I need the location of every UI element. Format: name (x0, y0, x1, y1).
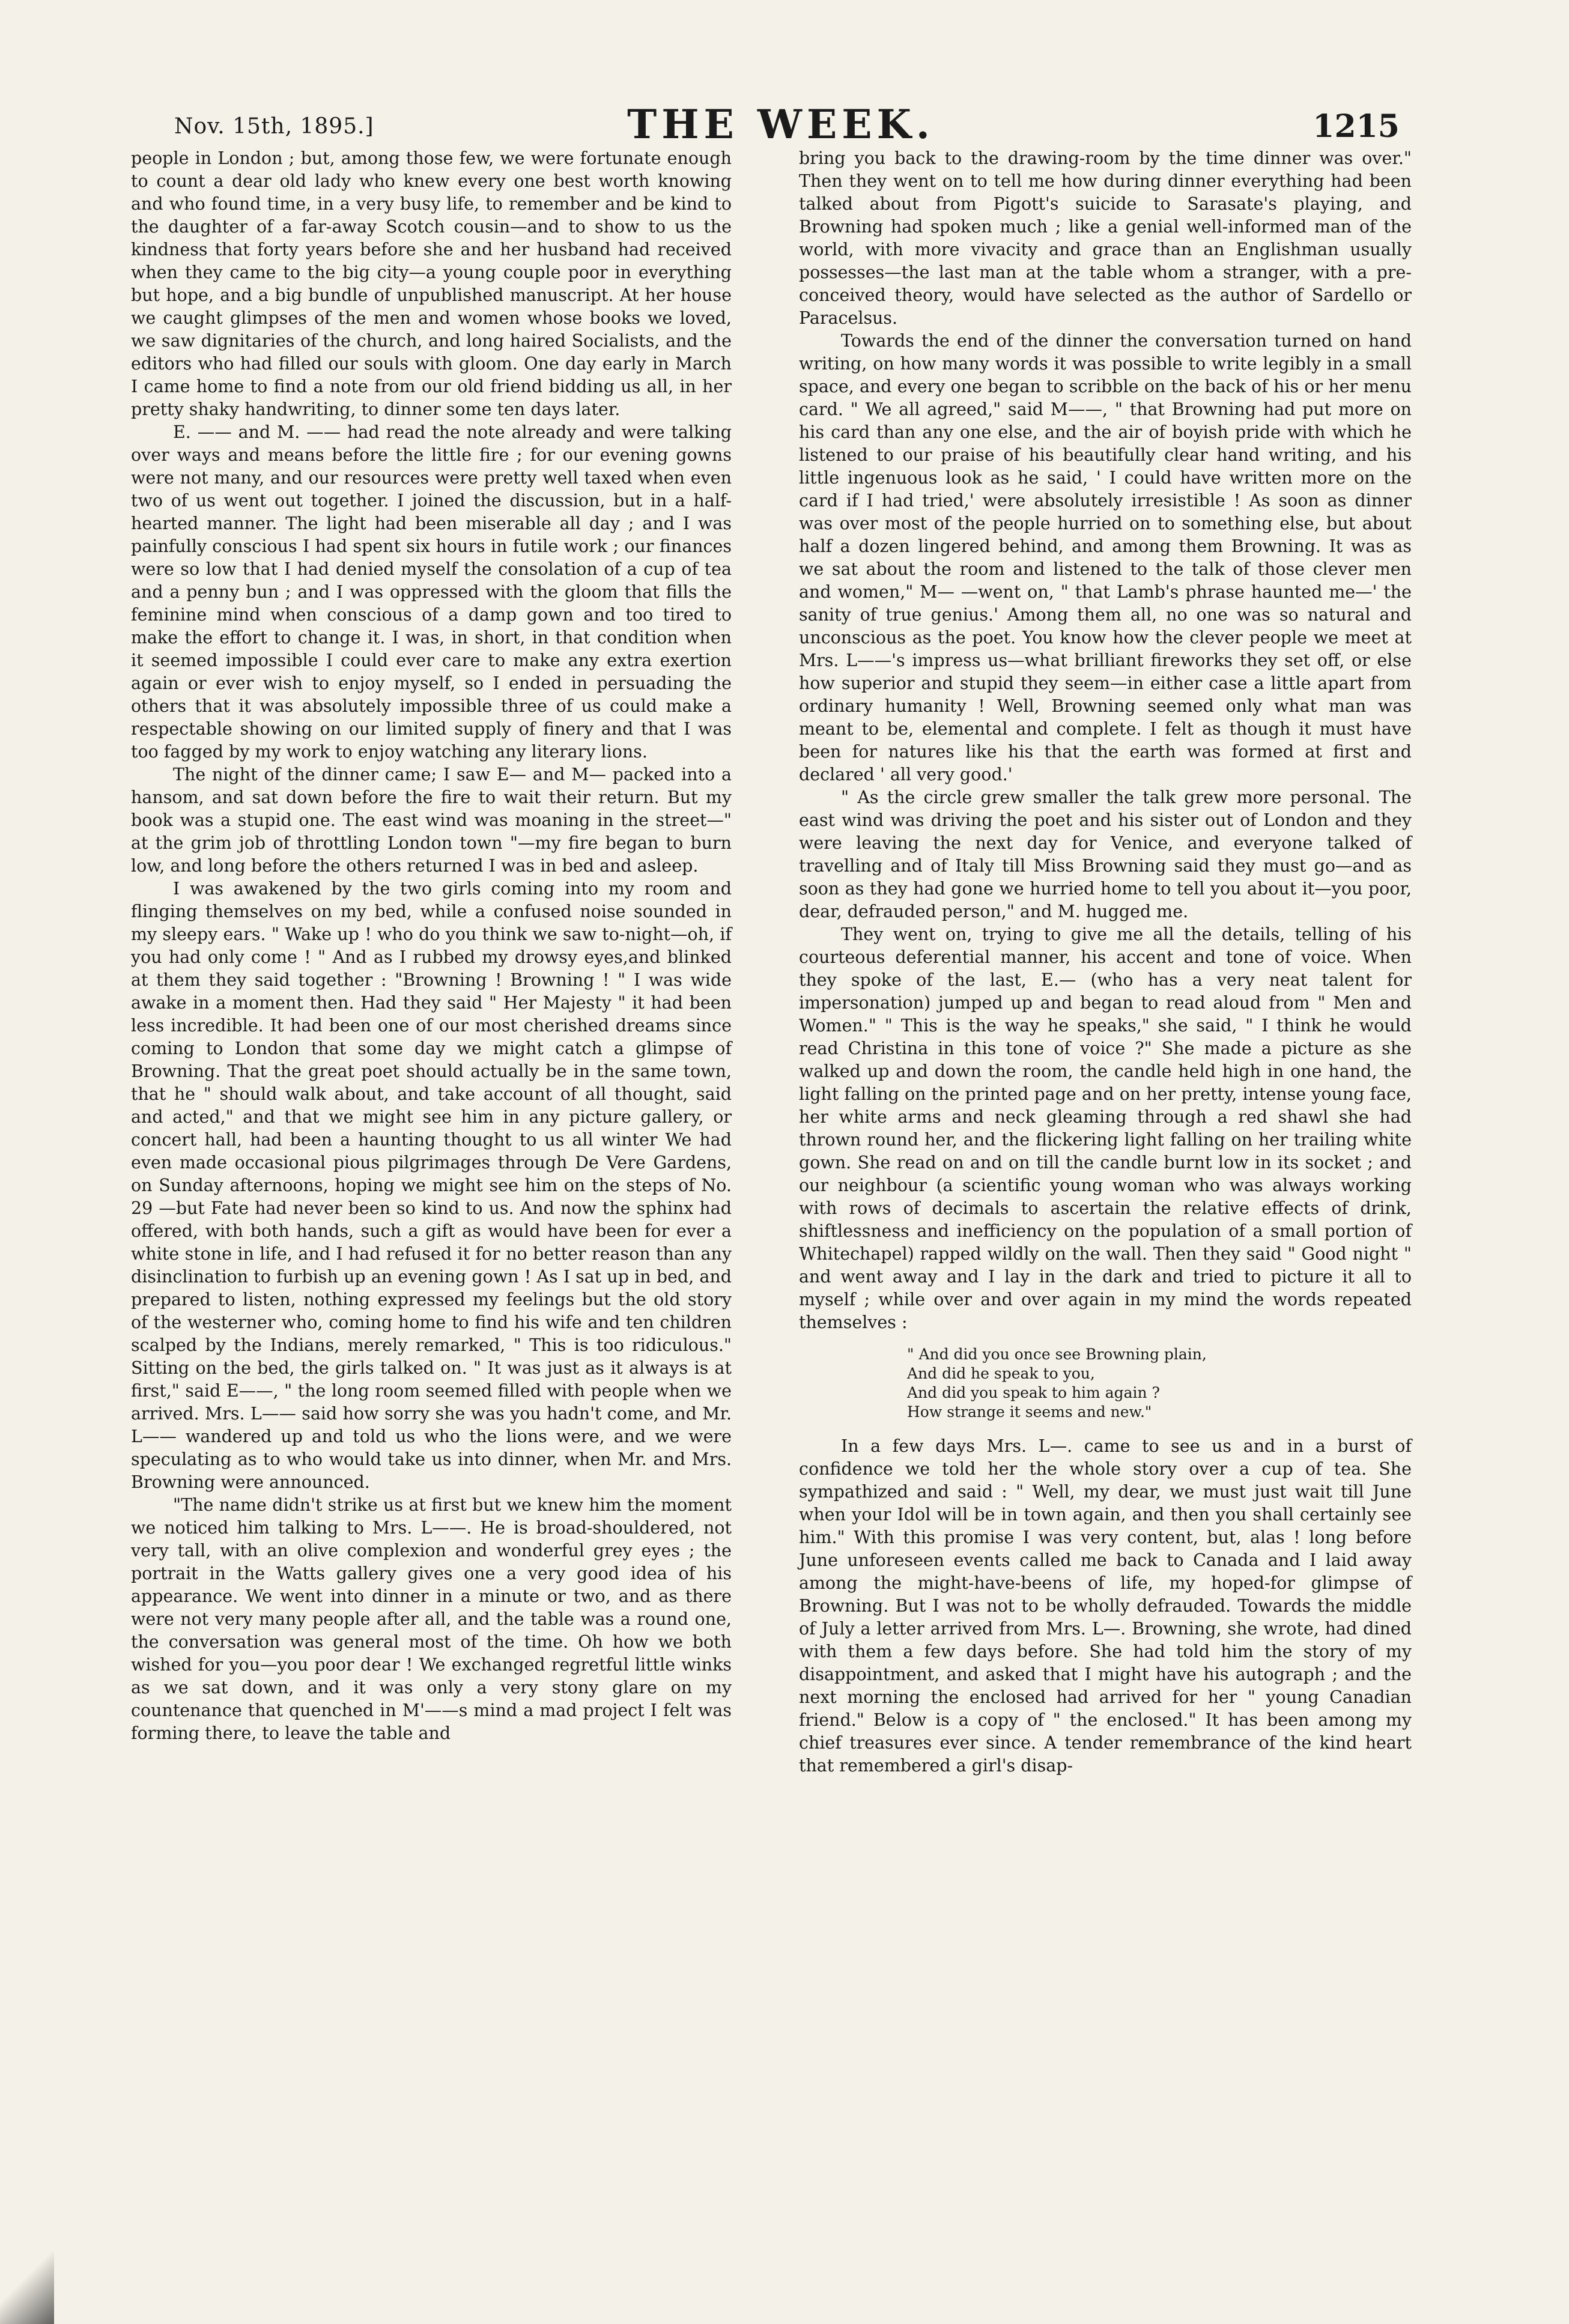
page-number: 1215 (1313, 108, 1400, 145)
page-corner-shadow (0, 2252, 54, 2324)
poem-line: How strange it seems and new." (907, 1403, 1152, 1421)
paragraph: people in London ; but, among those few, we were fortunate enough to count a dear old lady who knew every one best worth knowing and who found time, in a very busy life, to remember and be kind to the daughter of a far-away Scotch cousin—and to show to us the kindness that forty years before she and her husband had received when they came to the big city—a young couple poor in everything but hope, and a big bundle of unpublished manuscript. At her house we caught glimpses of the men and women whose books we loved, we saw dignitaries of the church, and long haired Socialists, and the editors who had filled our souls with gloom. One day early in March I came home to find a note from our old friend bidding us all, in her pretty shaky handwriting, to dinner some ten days later. (131, 148, 732, 419)
publication-title: THE WEEK. (627, 101, 935, 148)
paragraph: Towards the end of the dinner the conversation turned on hand writing, on how many words it was possible to write legibly in a small space, and every one began to scribble on the back of his or her menu card. " We all agreed," said M——, " that Browning had put more on his card than any one else, and the air of boyish pride with which he listened to our praise of his beautifully clear hand writing, and his little ingenuous look as he said, ' I could have written more on the card if I had tried,' were absolutely irresistible ! As soon as dinner was over most of the people hurried on to something else, but about half a dozen lingered behind, and among them Browning. It was as we sat about the room and listened to the talk of those clever men and women," M— —went on, " that Lamb's phrase haunted me—' the sanity of true genius.' Among them all, no one was so natural and unconscious as the poet. You know how the clever people we meet at Mrs. L——'s impress us—what brilliant fireworks they set off, or else how superior and stupid they seem—in either case a little apart from ordinary humanity ! Well, Browning seemed only what man was meant to be, elemental and complete. I felt as though it must have been for natures like his that the earth was formed at first and declared ' all very good.' (799, 331, 1412, 784)
paragraph: They went on, trying to give me all the details, telling of his courteous deferential manner, his accent and tone of voice. When they spoke of the last, E.— (who has a very neat talent for impersonation) jumped up and began to read aloud from " Men and Women." " This is the way he speaks," she said, " I think he would read Christina in this tone of voice ?" She made a picture as she walked up and down the room, the candle held high in one hand, the light falling on the printed page and on her pretty, intense young face, her white arms and neck gleaming through a red shawl she had thrown round her, and the flickering light falling on her trailing white gown. She read on and on till the candle burnt low in its socket ; and our neighbour (a scientific young woman who was always working with rows of decimals to ascertain the relative effects of drink, shiftlessness and inefficiency on the population of a small portion of Whitechapel) rapped wildly on the wall. Then they said " Good night " and went away and I lay in the dark and tried to picture it all to myself ; while over and over again in my mind the words repeated themselves : (799, 924, 1412, 1332)
page-header (150, 90, 1412, 156)
poem-quote (907, 1345, 1412, 1422)
poem-line: " And did you once see Browning plain, (907, 1346, 1207, 1363)
paragraph: In a few days Mrs. L—. came to see us and in a burst of confidence we told her the whole story over a cup of tea. She sympathized and said : " Well, my dear, we must just wait till June when your Idol will be in town again, and then you shall certainly see him." With this promise I was very content, but, alas ! long before June unforeseen events called me back to Canada and I laid away among the might-have-beens of life, my hoped-for glimpse of Browning. But I was not to be wholly defrauded. Towards the middle of July a letter arrived from Mrs. L—. Browning, she wrote, had dined with them a few days before. She had told him the story of my disappointment, and asked that I might have his autograph ; and the next morning the enclosed had arrived for her " young Canadian friend." Below is a copy of " the enclosed." It has been among my chief treasures ever since. A tender remembrance of the kind heart that remembered a girl's disap- (799, 1436, 1412, 1776)
paragraph: bring you back to the drawing-room by the time dinner was over." Then they went on to tell me how during dinner everything had been talked about from Pigott's suicide to Sarasate's playing, and Browning had spoken much ; like a genial well-informed man of the world, with more vivacity and grace than an Englishman usually possesses—the last man at the table whom a stranger, with a pre-conceived theory, would have selected as the author of Sardello or Paracelsus. (799, 148, 1412, 328)
paragraph: E. —— and M. —— had read the note already and were talking over ways and means before the little fire ; for our evening gowns were not many, and our resources were pretty well taxed when even two of us went out together. I joined the discussion, but in a half-hearted manner. The light had been miserable all day ; and I was painfully conscious I had spent six hours in futile work ; our finances were so low that I had denied myself the consolation of a cup of tea and a penny bun ; and I was oppressed with the gloom that fills the feminine mind when conscious of a damp gown and too tired to make the effort to change it. I was, in short, in that condition when it seemed impossible I could ever care to make any extra exertion again or ever wish to enjoy myself, so I ended in persuading the others that it was absolutely impossible three of us could make a respectable showing on our limited supply of finery and that I was too fagged by my work to enjoy watching any literary lions. (131, 422, 732, 762)
left-column (131, 147, 732, 1745)
paragraph: I was awakened by the two girls coming into my room and flinging themselves on my bed, while a confused noise sounded in my sleepy ears. " Wake up ! who do you think we saw to-night—oh, if you had only come ! " And as I rubbed my drowsy eyes,and blinked at them they said together : "Browning ! Browning ! " I was wide awake in a moment then. Had they said " Her Majesty " it had been less incredible. It had been one of our most cherished dreams since coming to London that some day we might catch a glimpse of Browning. That the great poet should actually be in the same town, that he " should walk about, and take account of all thought, said and acted," and that we might see him in any picture gallery, or concert hall, had been a haunting thought to us all winter We had even made occasional pious pilgrimages through De Vere Gardens, on Sunday afternoons, hoping we might see him on the steps of No. 29 —but Fate had never been so kind to us. And now the sphinx had offered, with both hands, such a gift as would have been for ever a white stone in life, and I had refused it for no better reason than any disinclination to furbish up an evening gown ! As I sat up in bed, and prepared to listen, nothing expressed my feelings but the old story of the westerner who, coming home to find his wife and ten children scalped by the Indians, merely remarked, " This is too ridiculous." Sitting on the bed, the girls talked on. " It was just as it always is at first," said E——, " the long room seemed filled with people when we arrived. Mrs. L—— said how sorry she was you hadn't come, and Mr. L—— wandered up and told us who the lions were, and we were speculating as to who would take us into dinner, when Mr. and Mrs. Browning were announced. (131, 879, 732, 1492)
poem-line: And did you speak to him again ? (907, 1384, 1160, 1401)
poem-line: And did he speak to you, (907, 1365, 1095, 1382)
paragraph: " As the circle grew smaller the talk grew more personal. The east wind was driving the poet and his sister out of London and they were leaving the next day for Venice, and everyone talked of travelling and of Italy till Miss Browning said they must go—and as soon as they had gone we hurried home to tell you about it—you poor, dear, defrauded person," and M. hugged me. (799, 787, 1412, 921)
issue-date: Nov. 15th, 1895.] (174, 114, 374, 139)
paragraph: "The name didn't strike us at first but we knew him the moment we noticed him talking to Mrs. L——. He is broad-shouldered, not very tall, with an olive complexion and wonderful grey eyes ; the portrait in the Watts gallery gives one a very good idea of his appearance. We went into dinner in a minute or two, and as there were not very many people after all, and the table was a round one, the conversation was general most of the time. Oh how we both wished for you—you poor dear ! We exchanged regretful little winks as we sat down, and it was only a very stony glare on my countenance that quenched in M'——s mind a mad project I felt was forming there, to leave the table and (131, 1495, 732, 1743)
right-column (799, 147, 1412, 1777)
paragraph: The night of the dinner came; I saw E— and M— packed into a hansom, and sat down before the fire to wait their return. But my book was a stupid one. The east wind was moaning in the street—" at the grim job of throttling London town "—my fire began to burn low, and long before the others returned I was in bed and asleep. (131, 765, 732, 876)
